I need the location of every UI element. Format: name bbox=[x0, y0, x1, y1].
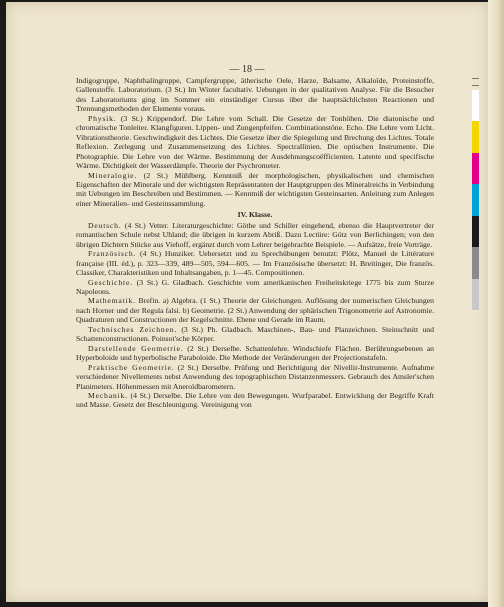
subject-name: Mechanik. bbox=[88, 390, 128, 400]
paragraph bbox=[76, 344, 434, 363]
subject-name: Mathematik. bbox=[88, 296, 136, 306]
paragraph bbox=[76, 76, 434, 114]
color-swatch bbox=[472, 184, 479, 215]
page-binding-edge bbox=[488, 0, 504, 607]
subject-name: Physik. bbox=[88, 113, 117, 123]
subject-name: Deutsch. bbox=[88, 220, 122, 230]
color-swatch bbox=[472, 216, 479, 247]
paragraph-text: (4 St.) Derselbe. Die Lehre von den Bewegungen. Wurfparabel. Entwicklung der Begriffe Kraft und Masse. Gesetz der Beschleunigung. Vereinigung von bbox=[76, 390, 434, 410]
paragraph-text: (2 St.) Mühlberg. Kenntniß der morphologischen, physikalischen und chemischen Eigenschaften der Minerale und der wichtigsten Repräsentanten der Hauptgruppen des Mineralreichs in Verbindung mit Uebungen im Beschreiben und Bestimmen. — Kenntniß der wichtigsten Gesteinsarten. Anleitung zum Anlegen einer Mineralien- und Gesteinssammlung. bbox=[76, 170, 434, 208]
paragraph-text: (4 St.) Vetter. Literaturgeschichte: Göthe und Schiller eingehend, ebenso die Hauptvertreter der romantischen Schule nebst Uhland; die übrigen in kurzem Abriß. Dazu Lectüre: Götz von Berlichingen; von den übrigen Dichtern Stücke aus Viehoff, ergänzt durch vom Lehrer beigebrachte Beispiele. — Aufsätze, freie Vorträge. bbox=[76, 220, 434, 249]
paragraph-text: (2 St.) Derselbe. Schattenlehre. Windschiefe Flächen. Berührungsebenen an Hyperboloide und hyperbolische Paraboloide. Die Methode der Veränderungen der Projectionstafeln. bbox=[76, 343, 434, 363]
paragraph bbox=[76, 171, 434, 209]
paragraph-text: (3 St.) Krippendorf. Die Lehre vom Schall. Die Gesetze der Tonhöhen. Die diatonische und chromatische Tonleiter. Klangfiguren. Lippen- und Zungenpfeifen. Combinationstöne. Echo. Die Lehre vom Licht. Vibrationstheorie. Geschwindigkeit des Lichtes. Die Gesetze über die Spiegelung und Brechung des Lichtes. Totale Reflexion. Zerlegung und Zusammensetzung des Lichtes. Spectrallinien. Die optischen Instrumente. Die Photographie. Die Lehre von der Wärme. Bestimmung der Ausdehnungscoëfficienten. Latente und specifische Wärme. Dichtigkeit der Wasserdämpfe. Theorie der Psychrometer. bbox=[76, 113, 434, 171]
registration-mark bbox=[472, 78, 479, 86]
book-page bbox=[6, 2, 488, 602]
paragraph-text: Brefin. a) Algebra. (1 St.) Theorie der Gleichungen. Auflösung der numerischen Gleichungen nach Horner und der Regula falsi. b) Geometrie. (2 St.) Anwendung der sphärischen Trigonometrie auf Astronomie. Quadraturen und Constructionen der Kegelschnitte. Ebene und Gerade im Raum. bbox=[76, 296, 434, 325]
paragraph bbox=[76, 114, 434, 171]
color-swatch bbox=[472, 247, 479, 278]
paragraph bbox=[76, 249, 434, 277]
subject-name: Darstellende Geometrie. bbox=[88, 343, 184, 353]
subject-name: Geschichte. bbox=[88, 277, 133, 287]
page-number: — 18 — bbox=[229, 64, 265, 75]
paragraph bbox=[76, 363, 434, 391]
color-swatch bbox=[472, 90, 479, 121]
paragraph-text: (3 St.) Ph. Gladbach. Maschinen-, Bau- und Planzeichnen. Steinschnitt und Schattenconstructionen. Poinsot'sche Körper. bbox=[76, 324, 434, 344]
paragraph-text: Indigogruppe, Naphthalingruppe, Campfergruppe, ätherische Oele, Harze, Balsame, Alkaloïde, Proteinstoffe, Gallenstoffe. Laboratorium. (3 St.) Im Winter facultativ. Uebungen in der qualitativen Analyse. Für die Besucher des Laboratoriums ging im Sommer ein einständiger Cursus über die hauptsächlichsten Reactionen und Trennungsmethoden der Elemente voraus. bbox=[76, 76, 434, 114]
paragraph-text: (3 St.) G. Gladbach. Geschichte vom amerikanischen Freiheitskriege 1775 bis zum Sturze Napoleons. bbox=[76, 277, 434, 296]
color-swatch bbox=[472, 121, 479, 152]
paragraph-text: (4 St.) Hunziker. Uebersetzt und zu Sprechübungen benutzt: Plötz, Manuel de Littérature française (III. éd.), p. 323—339, 489—505, 594—605. — Im Französische übersetzt: H. Breitinger, Die französ. Classiker, Charakteristiken und Inhaltsangaben, p. 1—45. Compositionen. bbox=[76, 249, 434, 278]
color-swatch bbox=[472, 279, 479, 310]
paragraph-text: (2 St.) Derselbe. Prüfung und Berichtigung der Nivellir-Instrumente. Aufnahme verschiedener Nivellements nebst Anwendung des topographischen Distanzenmessers. Gebrauch des Amsler'schen Planimeters. Höhenmessen mit Aneroïdbarometern. bbox=[76, 362, 435, 391]
subject-name: Technisches Zeichnen. bbox=[88, 324, 178, 334]
paragraph bbox=[76, 325, 434, 344]
body-text bbox=[76, 76, 434, 410]
paragraph bbox=[76, 278, 434, 297]
section-heading: IV. Klasse. bbox=[237, 210, 273, 220]
subject-name: Praktische Geometrie. bbox=[88, 362, 175, 372]
paragraph bbox=[76, 296, 434, 324]
color-swatch bbox=[472, 153, 479, 184]
paragraph bbox=[76, 391, 434, 410]
subject-name: Mineralogie. bbox=[88, 170, 138, 180]
paragraph bbox=[76, 221, 434, 249]
color-calibration-strip bbox=[472, 90, 479, 310]
subject-name: Französisch. bbox=[88, 249, 137, 259]
